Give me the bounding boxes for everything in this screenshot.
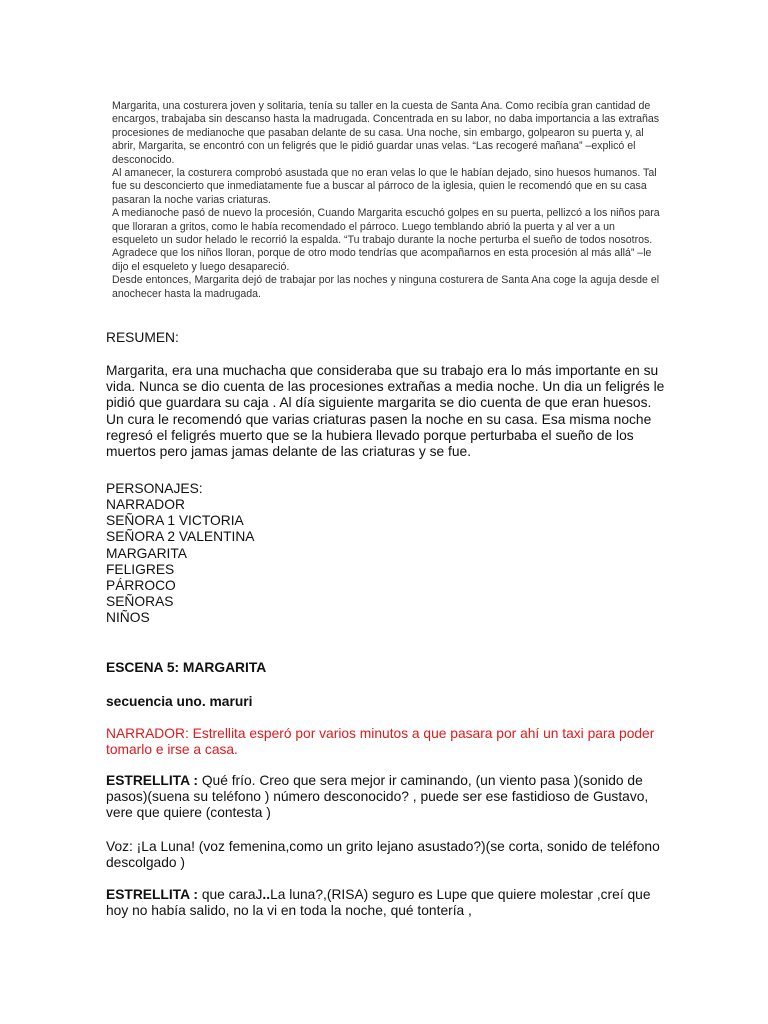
narrator-text: NARRADOR: Estrellita esperó por varios minutos a que pasara por ahí un taxi para poder tomarlo e irse a casa. — [106, 726, 655, 758]
ellipsis-mark: .. — [262, 887, 271, 902]
dialogue-estrellita-1 — [106, 773, 666, 822]
story-paragraph: Margarita, una costurera joven y solitaria, tenía su taller en la cuesta de Santa Ana. Como recibía gran cantidad de encargos, trabajaba sin descanso hasta la madrugada. Concentrada en su labor, no daba importancia a las extrañas procesiones de medianoche que pasaban delante de su casa. Una noche, sin embargo, golpearon su puerta y, al abrir, Margarita, se encontró con un feligrés que le pidió guardar unas velas. “Las recogeré mañana” –explicó el desconocido. — [112, 100, 660, 166]
personaje-item: SEÑORAS — [106, 594, 174, 610]
story-paragraph: Desde entonces, Margarita dejó de trabajar por las noches y ninguna costurera de Santa Ana coge la aguja desde el anochecer hasta la madrugada. — [112, 274, 660, 300]
voice-line — [106, 839, 666, 871]
voice-text: Voz: ¡La Luna! (voz femenina,como un grito lejano asustado?)(se corta, sonido de teléfono descolgado ) — [106, 839, 660, 871]
story-text — [112, 100, 660, 301]
personaje-item: SEÑORA 1 VICTORIA — [106, 513, 244, 529]
sequence-title: secuencia uno. maruri — [106, 694, 253, 709]
personaje-item: FELIGRES — [106, 561, 175, 577]
story-paragraph: Al amanecer, la costurera comprobó asustada que no eran velas lo que le habían dejado, sino huesos humanos. Tal fue su desconcierto que inmediatamente fue a buscar al párroco de la iglesia, quien le recomendó que en su casa pasaran la noche varias criaturas. — [112, 167, 657, 206]
resumen-text — [106, 363, 666, 460]
personaje-item: NIÑOS — [106, 610, 150, 626]
personajes-list — [106, 497, 666, 627]
dialogue-text: Qué frío. Creo que sera mejor ir caminando, (un viento pasa )(sonido de pasos)(suena su teléfono ) número desconocido? , puede ser ese fastidioso de Gustavo, vere que quiere (contesta ) — [106, 773, 649, 821]
personaje-item: NARRADOR — [106, 497, 185, 512]
speaker-label: ESTRELLITA : — [106, 773, 198, 788]
scene-title: ESCENA 5: MARGARITA — [106, 660, 267, 675]
resumen-heading: RESUMEN: — [106, 330, 179, 345]
personaje-item: PÁRROCO — [106, 577, 176, 593]
speaker-label: ESTRELLITA : — [106, 887, 198, 902]
dialogue-text: La luna?,(RISA) seguro es Lupe que quiere molestar ,creí que hoy no había salido, no la vi en toda la noche, qué tontería , — [106, 887, 651, 919]
personajes-heading: PERSONAJES: — [106, 481, 203, 496]
narrator-line — [106, 726, 666, 758]
resumen-paragraph: Margarita, era una muchacha que consideraba que su trabajo era lo más importante en su vida. Nunca se dio cuenta de las procesiones extrañas a media noche. Un dia un feligrés le pidió que guardara su caja . Al día siguiente margarita se dio cuenta de que eran huesos. Un cura le recomendó que varias criaturas pasen la noche en su casa. Esa misma noche regresó el feligrés muerto que se la hubiera llevado porque perturbaba el sueño de los muertos pero jamas jamas delante de las criaturas y se fue. — [106, 363, 665, 460]
dialogue-text: que caraJ — [197, 887, 263, 902]
dialogue-estrellita-2 — [106, 887, 666, 919]
personaje-item: MARGARITA — [106, 545, 187, 561]
story-paragraph: A medianoche pasó de nuevo la procesión, Cuando Margarita escuchó golpes en su puerta, pellizcó a los niños para que lloraran a gritos, como le había recomendado el párroco. Luego temblando abrió la puerta y al ver a un esqueleto un sudor helado le recorrió la espalda. “Tu trabajo durante la noche perturba el sueño de todos nosotros. Agradece que los niños lloran, porque de otro modo tendrías que acompañarnos en esta procesión al más allá” –le dijo el esqueleto y luego desapareció. — [112, 207, 660, 273]
personaje-item: SEÑORA 2 VALENTINA — [106, 529, 255, 545]
